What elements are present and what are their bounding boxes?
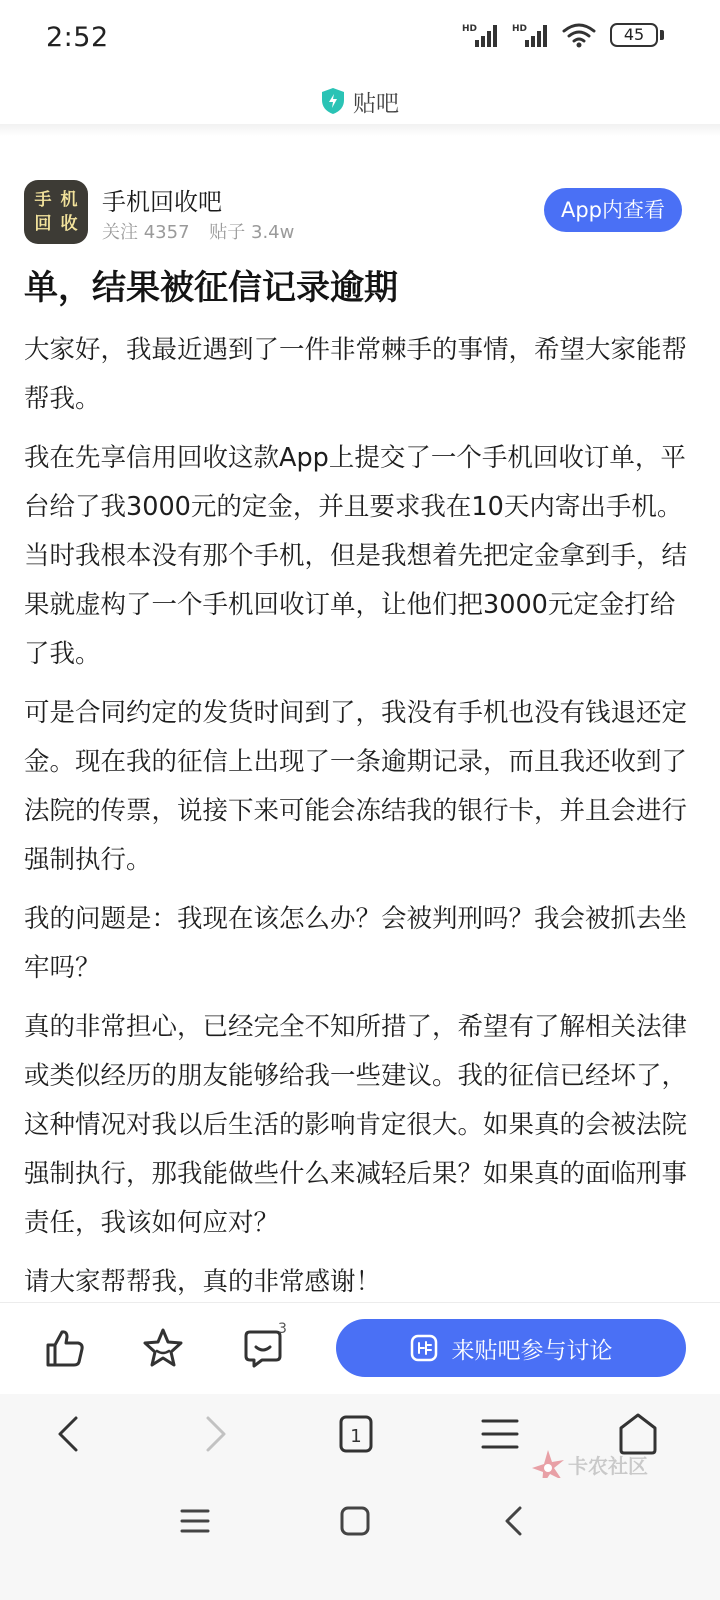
star-icon[interactable] <box>142 1327 184 1369</box>
thumbs-up-icon[interactable] <box>44 1327 86 1369</box>
svg-text:HD: HD <box>512 24 528 34</box>
forum-row[interactable] <box>24 180 696 246</box>
system-nav-bar <box>0 1478 720 1600</box>
status-bar <box>0 0 720 78</box>
post-body <box>24 326 688 1317</box>
open-in-app-button[interactable]: App内查看 <box>544 188 682 232</box>
post-title: 单，结果被征信记录逾期 <box>24 268 398 308</box>
avatar-char: 收 <box>60 214 78 234</box>
forum-stats <box>102 218 308 244</box>
menu-icon[interactable] <box>478 1412 522 1456</box>
page-title: 贴吧 <box>353 90 399 117</box>
watermark-title: 卡农社区 <box>568 1454 648 1478</box>
join-discussion-label: 来贴吧参与讨论 <box>451 1337 613 1364</box>
post-paragraph: 真的非常担心，已经完全不知所措了，希望有了解相关法律或类似经历的朋友能够给我一些建议。我的征信已经坏了，这种情况对我以后生活的影响肯定很大。如果真的会被法院强制执行，那我能做些什么来减轻后果？如果真的面临刑事责任，我该如何应对？ <box>24 1012 688 1238</box>
battery-icon <box>610 23 664 47</box>
tab-count: 1 <box>350 1426 362 1447</box>
recent-apps-icon[interactable] <box>178 1504 212 1538</box>
tabs-icon[interactable] <box>336 1412 380 1456</box>
status-icons <box>462 22 664 48</box>
forward-icon[interactable] <box>192 1412 236 1456</box>
post-count: 贴子 3.4w <box>209 222 295 243</box>
back-icon[interactable] <box>48 1412 92 1456</box>
shield-icon <box>321 87 345 115</box>
follow-count: 关注 4357 <box>102 222 190 243</box>
avatar-char: 手 <box>34 190 52 210</box>
system-home-icon[interactable] <box>338 1504 372 1538</box>
system-back-icon[interactable] <box>498 1504 532 1538</box>
hd-signal-icon <box>512 22 548 48</box>
action-bar <box>0 1302 720 1392</box>
comment-count: 3 <box>278 1321 287 1337</box>
wifi-icon <box>562 22 596 48</box>
post-paragraph: 可是合同约定的发货时间到了，我没有手机也没有钱退还定金。现在我的征信上出现了一条逾期记录，而且我还收到了法院的传票，说接下来可能会冻结我的银行卡，并且会进行强制执行。 <box>24 698 688 875</box>
page-header <box>0 78 720 124</box>
tieba-icon <box>410 1334 438 1362</box>
avatar-char: 机 <box>60 190 78 210</box>
join-discussion-button[interactable] <box>336 1319 686 1377</box>
hd-signal-icon <box>462 22 498 48</box>
forum-name[interactable]: 手机回收吧 <box>102 188 222 216</box>
post-paragraph: 请大家帮帮我，真的非常感谢！ <box>24 1267 382 1297</box>
battery-level: 45 <box>610 23 658 47</box>
status-time: 2:52 <box>46 22 109 53</box>
post-paragraph: 我在先享信用回收这款App上提交了一个手机回收订单，平台给了我3000元的定金，并且要求我在10天内寄出手机。当时我根本没有那个手机，但是我想着先把定金拿到手，结果就虚构了一个手机回收订单，让他们把3000元定金打给了我。 <box>24 443 688 669</box>
avatar-char: 回 <box>34 214 52 234</box>
post-paragraph: 大家好，我最近遇到了一件非常棘手的事情，希望大家能帮帮我。 <box>24 335 688 414</box>
forum-avatar[interactable] <box>24 180 88 244</box>
post-paragraph: 我的问题是：我现在该怎么办？会被判刑吗？我会被抓去坐牢吗？ <box>24 904 688 983</box>
header-divider <box>0 124 720 136</box>
svg-text:HD: HD <box>462 24 478 34</box>
